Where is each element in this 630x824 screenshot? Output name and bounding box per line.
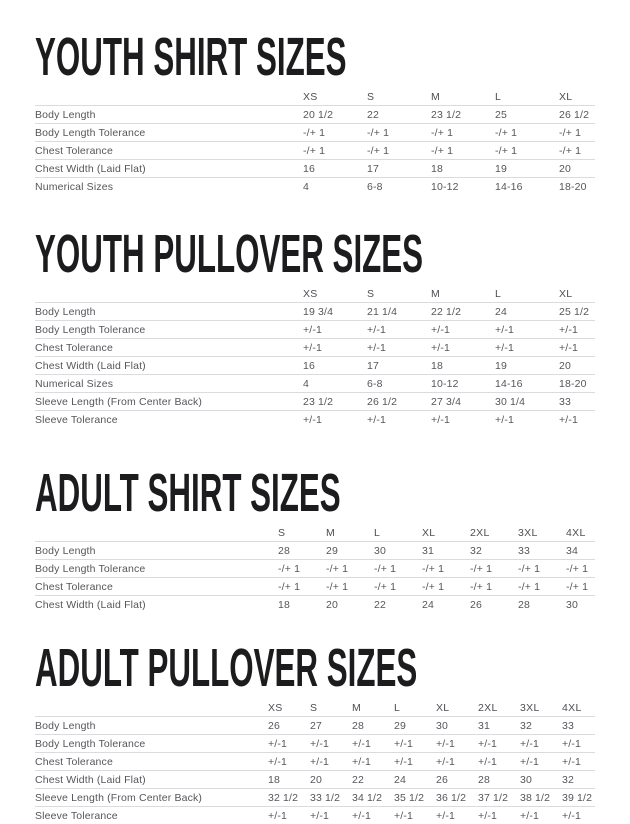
- value-cell: +/-1: [268, 807, 310, 824]
- table-row: [35, 357, 595, 375]
- value-cell: 19: [495, 357, 559, 375]
- value-cell: +/-1: [431, 411, 495, 429]
- column-header-cell: 2XL: [470, 525, 518, 542]
- value-cell: +/-1: [559, 411, 595, 429]
- table-body: [35, 542, 595, 614]
- table-head: [35, 525, 595, 542]
- row-label-cell: Sleeve Tolerance: [35, 807, 268, 824]
- table-body: [35, 717, 595, 824]
- section-title: YOUTH SHIRT SIZES: [35, 30, 360, 84]
- table-row: [35, 789, 595, 807]
- column-header-cell: S: [278, 525, 326, 542]
- table-body: [35, 303, 595, 429]
- value-cell: -/+ 1: [367, 142, 431, 160]
- value-cell: 30: [520, 771, 562, 789]
- value-cell: +/-1: [431, 339, 495, 357]
- value-cell: 36 1/2: [436, 789, 478, 807]
- value-cell: -/+ 1: [422, 578, 470, 596]
- value-cell: -/+ 1: [367, 124, 431, 142]
- value-cell: 28: [352, 717, 394, 735]
- column-header-cell: L: [374, 525, 422, 542]
- row-label-cell: Body Length Tolerance: [35, 124, 303, 142]
- value-cell: 18: [268, 771, 310, 789]
- row-label-cell: Sleeve Tolerance: [35, 411, 303, 429]
- value-cell: -/+ 1: [518, 560, 566, 578]
- row-label-cell: Chest Tolerance: [35, 753, 268, 771]
- value-cell: 33: [562, 717, 595, 735]
- size-table: [35, 525, 595, 613]
- table-row: [35, 560, 595, 578]
- value-cell: -/+ 1: [495, 124, 559, 142]
- table-header-row: [35, 525, 595, 542]
- column-header-cell: 3XL: [520, 700, 562, 717]
- value-cell: +/-1: [367, 321, 431, 339]
- column-header-cell: XL: [559, 286, 595, 303]
- value-cell: +/-1: [478, 735, 520, 753]
- table-row: [35, 735, 595, 753]
- label-column-header: [35, 286, 303, 303]
- value-cell: 6-8: [367, 375, 431, 393]
- value-cell: +/-1: [559, 321, 595, 339]
- value-cell: 6-8: [367, 178, 431, 196]
- value-cell: 18: [431, 160, 495, 178]
- row-label-cell: Numerical Sizes: [35, 375, 303, 393]
- column-header-cell: 4XL: [562, 700, 595, 717]
- value-cell: 26 1/2: [559, 106, 595, 124]
- table-row: [35, 339, 595, 357]
- row-label-cell: Chest Width (Laid Flat): [35, 596, 278, 614]
- row-label-cell: Numerical Sizes: [35, 178, 303, 196]
- value-cell: 30: [436, 717, 478, 735]
- row-label-cell: Body Length Tolerance: [35, 735, 268, 753]
- value-cell: -/+ 1: [470, 560, 518, 578]
- size-chart-section: [35, 30, 595, 195]
- value-cell: 24: [495, 303, 559, 321]
- column-header-cell: S: [367, 286, 431, 303]
- value-cell: 33: [559, 393, 595, 411]
- row-label-cell: Body Length Tolerance: [35, 321, 303, 339]
- table-row: [35, 542, 595, 560]
- value-cell: 16: [303, 160, 367, 178]
- table-header-row: [35, 286, 595, 303]
- value-cell: -/+ 1: [326, 560, 374, 578]
- row-label-cell: Body Length: [35, 106, 303, 124]
- value-cell: +/-1: [303, 321, 367, 339]
- value-cell: 25 1/2: [559, 303, 595, 321]
- value-cell: -/+ 1: [470, 578, 518, 596]
- value-cell: 18-20: [559, 178, 595, 196]
- table-row: [35, 807, 595, 824]
- value-cell: +/-1: [352, 735, 394, 753]
- value-cell: +/-1: [562, 753, 595, 771]
- value-cell: 18: [278, 596, 326, 614]
- row-label-cell: Sleeve Length (From Center Back): [35, 789, 268, 807]
- value-cell: +/-1: [478, 753, 520, 771]
- column-header-cell: L: [495, 89, 559, 106]
- value-cell: 28: [278, 542, 326, 560]
- value-cell: 20 1/2: [303, 106, 367, 124]
- table-row: [35, 753, 595, 771]
- table-header-row: [35, 89, 595, 106]
- column-header-cell: S: [310, 700, 352, 717]
- value-cell: -/+ 1: [326, 578, 374, 596]
- size-table: [35, 286, 595, 428]
- value-cell: +/-1: [436, 735, 478, 753]
- value-cell: 21 1/4: [367, 303, 431, 321]
- value-cell: +/-1: [367, 411, 431, 429]
- value-cell: 22: [352, 771, 394, 789]
- column-header-cell: 2XL: [478, 700, 520, 717]
- table-row: [35, 124, 595, 142]
- value-cell: 30: [566, 596, 595, 614]
- row-label-cell: Sleeve Length (From Center Back): [35, 393, 303, 411]
- value-cell: -/+ 1: [559, 124, 595, 142]
- table-head: [35, 286, 595, 303]
- value-cell: 28: [518, 596, 566, 614]
- value-cell: 23 1/2: [431, 106, 495, 124]
- row-label-cell: Chest Tolerance: [35, 578, 278, 596]
- value-cell: +/-1: [367, 339, 431, 357]
- value-cell: 26: [268, 717, 310, 735]
- value-cell: -/+ 1: [559, 142, 595, 160]
- table-row: [35, 303, 595, 321]
- section-title: ADULT PULLOVER SIZES: [35, 641, 360, 695]
- value-cell: -/+ 1: [374, 578, 422, 596]
- value-cell: 26: [436, 771, 478, 789]
- label-column-header: [35, 89, 303, 106]
- value-cell: -/+ 1: [566, 578, 595, 596]
- size-chart-section: [35, 466, 595, 613]
- value-cell: +/-1: [394, 735, 436, 753]
- value-cell: 19 3/4: [303, 303, 367, 321]
- value-cell: +/-1: [268, 753, 310, 771]
- value-cell: +/-1: [520, 753, 562, 771]
- column-header-cell: S: [367, 89, 431, 106]
- size-table: [35, 89, 595, 195]
- column-header-cell: XL: [559, 89, 595, 106]
- size-chart-section: [35, 641, 595, 824]
- value-cell: 16: [303, 357, 367, 375]
- column-header-cell: XS: [303, 89, 367, 106]
- value-cell: 24: [394, 771, 436, 789]
- table-row: [35, 142, 595, 160]
- value-cell: 20: [310, 771, 352, 789]
- value-cell: 32: [470, 542, 518, 560]
- value-cell: +/-1: [310, 807, 352, 824]
- value-cell: +/-1: [303, 339, 367, 357]
- value-cell: -/+ 1: [303, 142, 367, 160]
- column-header-cell: M: [431, 286, 495, 303]
- row-label-cell: Chest Width (Laid Flat): [35, 160, 303, 178]
- value-cell: 19: [495, 160, 559, 178]
- value-cell: -/+ 1: [518, 578, 566, 596]
- value-cell: 20: [326, 596, 374, 614]
- value-cell: 22 1/2: [431, 303, 495, 321]
- value-cell: 10-12: [431, 375, 495, 393]
- column-header-cell: M: [326, 525, 374, 542]
- value-cell: 26 1/2: [367, 393, 431, 411]
- value-cell: +/-1: [310, 753, 352, 771]
- value-cell: 18: [431, 357, 495, 375]
- value-cell: 24: [422, 596, 470, 614]
- value-cell: +/-1: [520, 735, 562, 753]
- table-row: [35, 596, 595, 614]
- value-cell: 35 1/2: [394, 789, 436, 807]
- value-cell: 29: [326, 542, 374, 560]
- value-cell: 32: [520, 717, 562, 735]
- table-body: [35, 106, 595, 196]
- value-cell: 18-20: [559, 375, 595, 393]
- table-row: [35, 411, 595, 429]
- value-cell: +/-1: [436, 807, 478, 824]
- column-header-cell: XL: [436, 700, 478, 717]
- value-cell: -/+ 1: [422, 560, 470, 578]
- row-label-cell: Body Length: [35, 542, 278, 560]
- value-cell: +/-1: [562, 735, 595, 753]
- value-cell: +/-1: [495, 339, 559, 357]
- column-header-cell: XS: [268, 700, 310, 717]
- value-cell: +/-1: [495, 411, 559, 429]
- value-cell: +/-1: [394, 807, 436, 824]
- value-cell: +/-1: [303, 411, 367, 429]
- value-cell: 33 1/2: [310, 789, 352, 807]
- value-cell: 27: [310, 717, 352, 735]
- value-cell: 30: [374, 542, 422, 560]
- value-cell: +/-1: [495, 321, 559, 339]
- value-cell: -/+ 1: [278, 560, 326, 578]
- value-cell: +/-1: [394, 753, 436, 771]
- column-header-cell: XL: [422, 525, 470, 542]
- row-label-cell: Chest Tolerance: [35, 142, 303, 160]
- table-head: [35, 700, 595, 717]
- value-cell: 34 1/2: [352, 789, 394, 807]
- table-row: [35, 578, 595, 596]
- row-label-cell: Chest Tolerance: [35, 339, 303, 357]
- value-cell: +/-1: [520, 807, 562, 824]
- value-cell: 39 1/2: [562, 789, 595, 807]
- row-label-cell: Chest Width (Laid Flat): [35, 771, 268, 789]
- value-cell: +/-1: [268, 735, 310, 753]
- table-header-row: [35, 700, 595, 717]
- table-row: [35, 160, 595, 178]
- row-label-cell: Body Length Tolerance: [35, 560, 278, 578]
- value-cell: +/-1: [352, 753, 394, 771]
- table-row: [35, 771, 595, 789]
- value-cell: 31: [478, 717, 520, 735]
- row-label-cell: Body Length: [35, 717, 268, 735]
- value-cell: -/+ 1: [303, 124, 367, 142]
- column-header-cell: M: [352, 700, 394, 717]
- value-cell: 4: [303, 375, 367, 393]
- value-cell: 25: [495, 106, 559, 124]
- value-cell: 23 1/2: [303, 393, 367, 411]
- value-cell: -/+ 1: [566, 560, 595, 578]
- value-cell: +/-1: [352, 807, 394, 824]
- value-cell: 30 1/4: [495, 393, 559, 411]
- value-cell: 29: [394, 717, 436, 735]
- table-row: [35, 717, 595, 735]
- value-cell: 32 1/2: [268, 789, 310, 807]
- value-cell: +/-1: [310, 735, 352, 753]
- value-cell: 20: [559, 160, 595, 178]
- value-cell: 38 1/2: [520, 789, 562, 807]
- value-cell: 32: [562, 771, 595, 789]
- value-cell: 26: [470, 596, 518, 614]
- table-row: [35, 106, 595, 124]
- value-cell: 31: [422, 542, 470, 560]
- value-cell: +/-1: [562, 807, 595, 824]
- section-title: YOUTH PULLOVER SIZES: [35, 227, 360, 281]
- label-column-header: [35, 525, 278, 542]
- size-table: [35, 700, 595, 824]
- value-cell: 33: [518, 542, 566, 560]
- value-cell: 14-16: [495, 178, 559, 196]
- table-row: [35, 393, 595, 411]
- table-row: [35, 375, 595, 393]
- label-column-header: [35, 700, 268, 717]
- table-head: [35, 89, 595, 106]
- column-header-cell: L: [495, 286, 559, 303]
- value-cell: 37 1/2: [478, 789, 520, 807]
- value-cell: 17: [367, 160, 431, 178]
- value-cell: +/-1: [478, 807, 520, 824]
- value-cell: -/+ 1: [278, 578, 326, 596]
- size-chart-section: [35, 227, 595, 428]
- value-cell: 10-12: [431, 178, 495, 196]
- value-cell: 22: [374, 596, 422, 614]
- column-header-cell: M: [431, 89, 495, 106]
- value-cell: +/-1: [436, 753, 478, 771]
- value-cell: 34: [566, 542, 595, 560]
- row-label-cell: Chest Width (Laid Flat): [35, 357, 303, 375]
- value-cell: -/+ 1: [431, 142, 495, 160]
- table-row: [35, 321, 595, 339]
- column-header-cell: 4XL: [566, 525, 595, 542]
- value-cell: -/+ 1: [431, 124, 495, 142]
- value-cell: 14-16: [495, 375, 559, 393]
- value-cell: +/-1: [559, 339, 595, 357]
- row-label-cell: Body Length: [35, 303, 303, 321]
- value-cell: +/-1: [431, 321, 495, 339]
- column-header-cell: 3XL: [518, 525, 566, 542]
- value-cell: -/+ 1: [495, 142, 559, 160]
- value-cell: 17: [367, 357, 431, 375]
- value-cell: 22: [367, 106, 431, 124]
- table-row: [35, 178, 595, 196]
- column-header-cell: XS: [303, 286, 367, 303]
- value-cell: -/+ 1: [374, 560, 422, 578]
- value-cell: 4: [303, 178, 367, 196]
- section-title: ADULT SHIRT SIZES: [35, 466, 360, 520]
- value-cell: 27 3/4: [431, 393, 495, 411]
- value-cell: 20: [559, 357, 595, 375]
- column-header-cell: L: [394, 700, 436, 717]
- value-cell: 28: [478, 771, 520, 789]
